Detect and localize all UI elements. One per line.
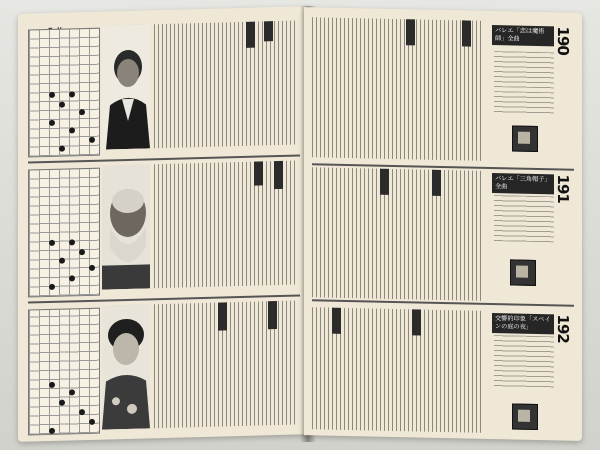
column-heading <box>218 302 227 330</box>
entry-number: 191 <box>554 174 572 204</box>
entry-details <box>494 335 554 388</box>
right-section-192 <box>312 303 574 438</box>
entry-details <box>494 51 554 88</box>
article-text <box>154 20 298 148</box>
column-heading <box>264 21 273 41</box>
column-heading <box>432 170 441 196</box>
entry-block <box>492 25 570 167</box>
entry-number: 190 <box>554 26 572 56</box>
column-heading <box>462 20 471 46</box>
entry-title: バレエ「恋は魔術師」全曲 <box>492 25 554 46</box>
record-cover-icon <box>512 403 538 430</box>
entry-block <box>492 173 570 305</box>
right-page <box>304 7 582 441</box>
score-table <box>28 28 100 158</box>
left-page <box>18 6 310 442</box>
article-text <box>312 167 484 301</box>
column-heading <box>274 161 283 189</box>
entry-details <box>494 195 554 242</box>
column-heading <box>412 309 421 335</box>
entry-title: バレエ「三角帽子」全曲 <box>492 173 554 194</box>
record-cover-icon <box>510 259 536 286</box>
portrait-photo <box>102 164 150 289</box>
column-heading <box>254 161 263 185</box>
entry-number: 192 <box>554 314 572 344</box>
portrait-photo <box>102 24 150 149</box>
entry-block <box>492 313 570 437</box>
column-heading <box>268 301 277 329</box>
left-section-3 <box>28 296 300 441</box>
left-section-2 <box>28 156 300 303</box>
score-table <box>28 308 100 436</box>
right-section-191 <box>312 163 574 308</box>
article-text <box>312 17 484 161</box>
right-section-190 <box>312 13 574 168</box>
column-heading <box>246 22 255 48</box>
entry-title: 交響的印象「スペインの庭の夜」 <box>492 313 554 334</box>
column-heading <box>380 169 389 195</box>
entry-details <box>494 91 554 116</box>
record-cover-icon <box>512 125 538 152</box>
score-table <box>28 168 100 298</box>
left-section-1 <box>28 16 300 163</box>
column-heading <box>406 19 415 45</box>
column-heading <box>332 308 341 334</box>
portrait-photo <box>102 304 150 429</box>
